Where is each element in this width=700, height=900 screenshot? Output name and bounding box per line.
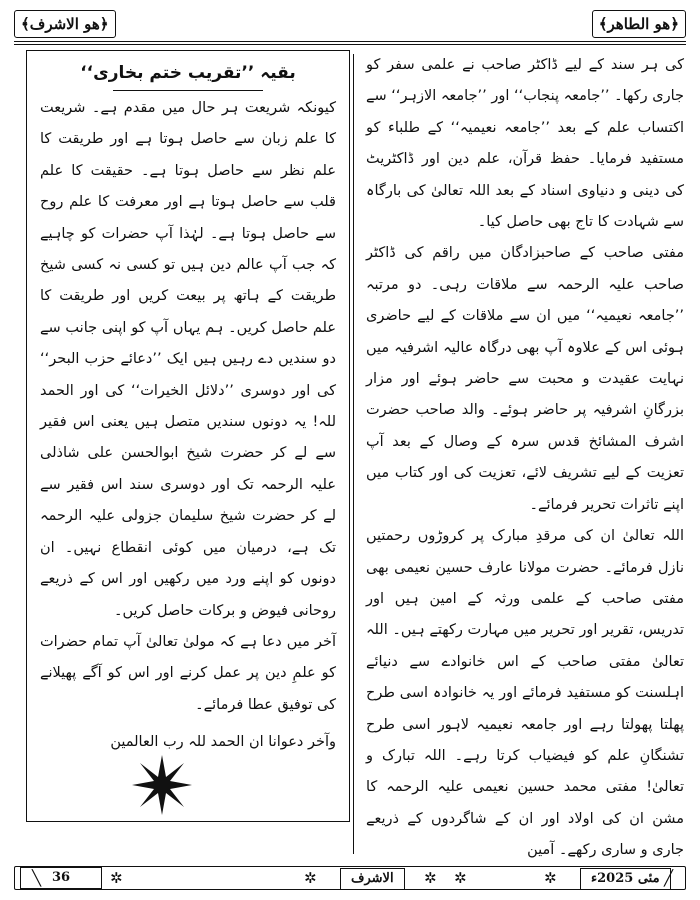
footer-ornament-icon: ✲	[110, 869, 123, 887]
left-column	[40, 50, 336, 759]
column-divider	[353, 54, 354, 854]
footer-ornament-icon: ✲	[304, 869, 317, 887]
footer-slash-icon: ╱	[664, 869, 674, 887]
section-heading	[40, 56, 336, 91]
footer-date: مئی 2025ء	[580, 868, 671, 890]
page-body	[14, 50, 686, 862]
footer-slash-icon: ╲	[32, 869, 42, 887]
section-heading-text: بقیہ ’’تقریب ختم بخاری‘‘	[80, 63, 296, 83]
header-rule	[14, 41, 686, 45]
closing-prayer: وآخر دعوانا ان الحمد للہ رب العالمین	[110, 734, 336, 751]
footer-ornament-icon: ✲	[454, 869, 467, 887]
left-paragraph-1: کیونکہ شریعت ہر حال میں مقدم ہے۔ شریعت کا علم زبان سے حاصل ہوتا ہے اور طریقت کا علم نظر سے حاصل ہوتا ہے۔ حقیقت کا علم قلب سے حاصل ہوتا ہے اور معرفت کا علم روح سے حاصل ہوتا ہے۔ لہٰذا آپ حضرات کو چاہیے کہ جب آپ عالم دین ہیں تو کسی نہ کسی شیخ طریقت کے ہاتھ پر بیعت کریں اور طریقت کا علم حاصل کریں۔ ہم یہاں آپ کو اپنی جانب سے دو سندیں دے رہیں ہیں ایک ’’دعائے حزب البحر‘‘ کی اور دوسری ’’دلائل الخیرات‘‘ کی اور الحمد للہ! یہ دونوں سندیں متصل ہیں یعنی اس فقیر سے لے کر حضرت شیخ ابوالحسن علی شاذلی علیہ الرحمہ تک اور دوسری سند اس فقیر سے لے کر حضرت شیخ سلیمان جزولی علیہ الرحمہ تک ہے، درمیان میں کوئی انقطاع نہیں۔ ان دونوں کو اپنے ورد میں رکھیں اور اس کے ذریعے روحانی فیوض و برکات حاصل کریں۔	[40, 100, 336, 619]
left-paragraph-2: آخر میں دعا ہے کہ مولیٰ تعالیٰ آپ تمام حضرات کو علمِ دین پر عمل کرنے اور اس کو آگے پھیلانے کی توفیق عطا فرمائے۔	[40, 633, 336, 713]
right-paragraph-2: مفتی صاحب کے صاحبزادگان میں راقم کی ڈاکٹر صاحب علیہ الرحمہ سے ملاقات رہی۔ دو مرتبہ ’’جامعہ نعیمیہ‘‘ میں ان سے ملاقات کے لیے حاضری ہوئی اس کے علاوہ آپ بھی درگاہ عالیہ اشرفیہ میں نہایت عقیدت و محبت سے حاضر ہوئے اور مزار بزرگانِ اشرفیہ پر حاضر ہوئے۔ والد صاحب حضرت اشرف المشائخ قدس سرہ کے وصال کے بعد آپ تعزیت کے لیے تشریف لائے، تعزیت کی اور کتاب میں اپنے تاثرات تحریر فرمائے۔	[366, 245, 684, 513]
footer-ornament-icon: ✲	[424, 869, 437, 887]
page-footer	[14, 866, 686, 892]
header-left-title: ﴿ھو الاشرف﴾	[14, 10, 116, 38]
page-number: 36	[20, 867, 102, 889]
right-column	[366, 50, 684, 867]
star-ornament-icon	[132, 755, 192, 815]
page-header	[14, 6, 686, 46]
footer-ornament-icon: ✲	[544, 869, 557, 887]
right-paragraph-1: کی ہر سند کے لیے ڈاکٹر صاحب نے علمی سفر کو جاری رکھا۔ ’’جامعہ پنجاب‘‘ اور ’’جامعہ الازہر‘‘ سے اکتساب علم کے بعد ’’جامعہ نعیمیہ‘‘ کے طلباء کو مستفید فرمایا۔ حفظ قرآن، علم دین اور ڈاکٹریٹ کی دینی و دنیاوی اسناد کے بعد اللہ تعالیٰ کی بارگاہ سے شہادت کا تاج بھی حاصل کیا۔	[366, 57, 684, 231]
heading-underline	[113, 90, 263, 91]
footer-journal-name: الاشرف	[340, 868, 405, 890]
header-right-title: ﴿ھو الطاھر﴾	[592, 10, 686, 38]
right-paragraph-3: اللہ تعالیٰ ان کی مرقدِ مبارک پر کروڑوں رحمتیں نازل فرمائے۔ حضرت مولانا عارف حسین نعیمی بھی مفتی صاحب کے علمی ورثہ کے امین ہیں اور تدریس، تقریر اور تحریر میں مہارت رکھتے ہیں۔ اللہ تعالیٰ مفتی صاحب کے اس خانوادے سے دنیائے اہلسنت کو مستفید فرمائے اور یہ خانوادہ اسی طرح پھلتا پھولتا رہے اور جامعہ نعیمیہ لاہور اسی طرح تشنگانِ علم کو فیضیاب کرتا رہے۔ اللہ تبارک و تعالیٰ! مفتی محمد حسین نعیمی علیہ الرحمہ کا مشن ان کی اولاد اور ان کے شاگردوں کے ذریعے جاری و ساری رکھے۔ آمین	[366, 528, 684, 859]
